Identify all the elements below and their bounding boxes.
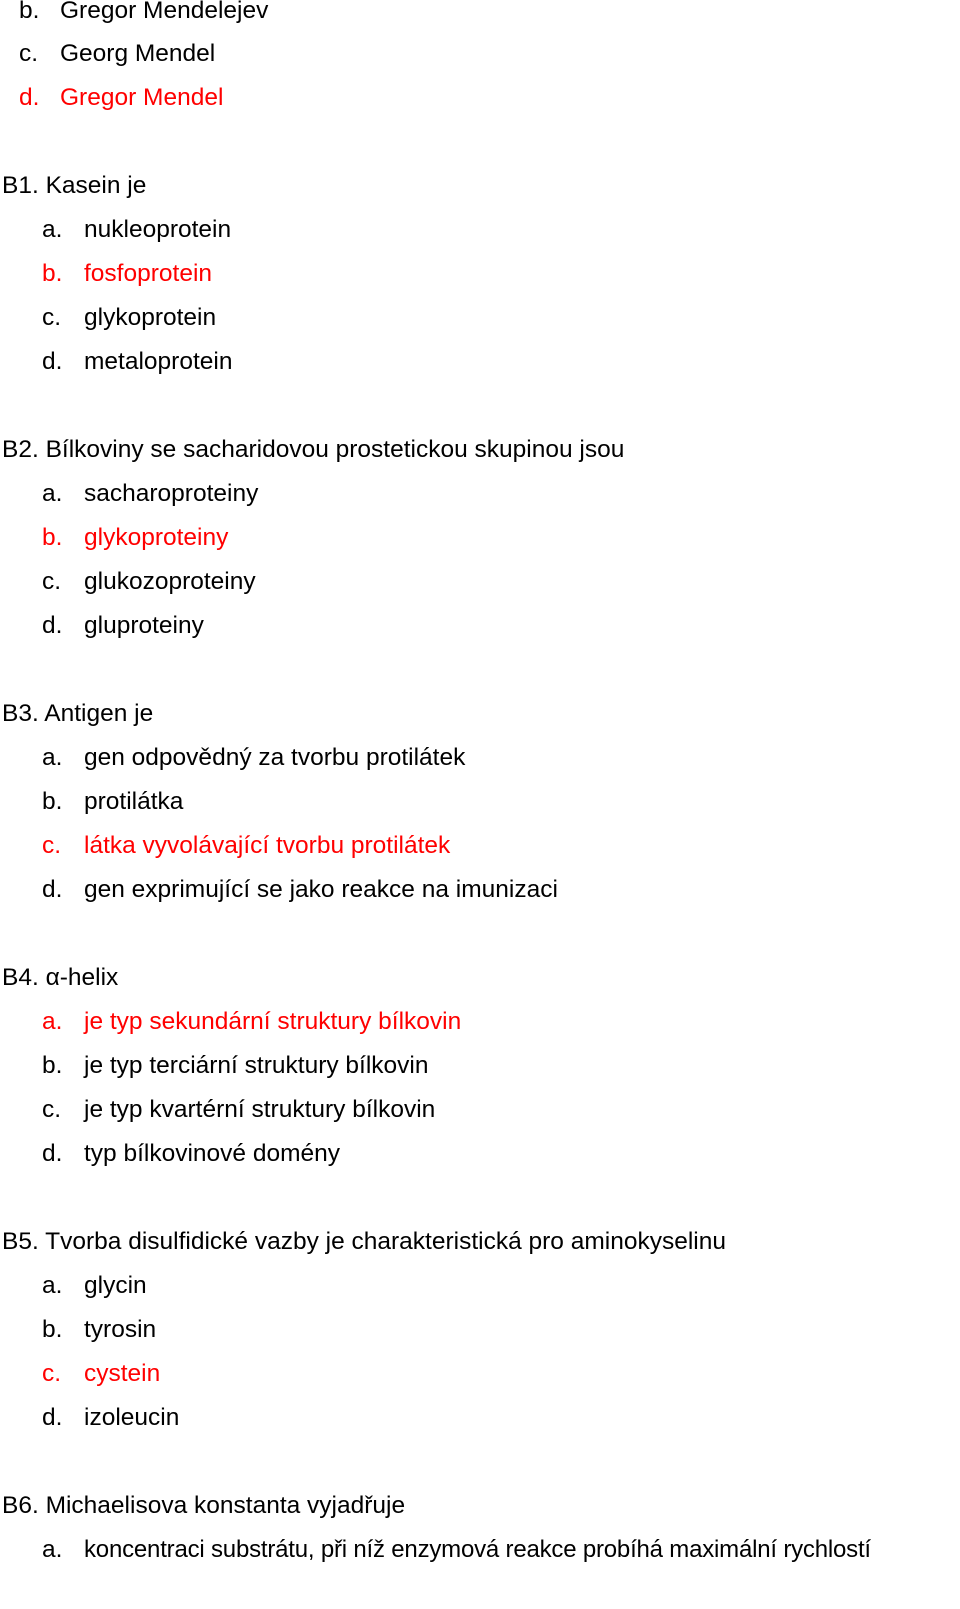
option-letter: c.: [42, 1360, 62, 1387]
option-text: protilátka: [84, 788, 184, 815]
option-letter: c.: [42, 1096, 62, 1123]
option-text: nukleoprotein: [84, 216, 232, 243]
option-text: glycin: [84, 1272, 147, 1299]
option-text: sacharoproteiny: [84, 480, 259, 507]
option-letter: b.: [42, 788, 63, 815]
option-text: typ bílkovinové domény: [84, 1140, 341, 1167]
option-text: Gregor Mendelejev: [60, 0, 269, 24]
option-letter: a.: [42, 744, 63, 771]
option-text: Gregor Mendel: [60, 84, 224, 111]
option-letter: d.: [42, 348, 63, 375]
option-letter: a.: [42, 1008, 63, 1035]
option-letter: c.: [42, 568, 62, 595]
question-text: B1. Kasein je: [2, 172, 147, 199]
option-letter: a.: [42, 1272, 63, 1299]
option-text: koncentraci substrátu, při níž enzymová reakce probíhá maximální rychlostí: [84, 1536, 871, 1563]
option-text: látka vyvolávající tvorbu protilátek: [84, 832, 451, 859]
option-letter: b.: [42, 524, 63, 551]
question-text: B3. Antigen je: [2, 700, 154, 727]
option-letter: b.: [42, 1052, 63, 1079]
option-letter: b.: [42, 260, 63, 287]
option-letter: d.: [42, 1404, 63, 1431]
option-letter: a.: [42, 480, 63, 507]
option-letter: c.: [19, 40, 39, 67]
option-text: metaloprotein: [84, 348, 233, 375]
option-text: je typ terciární struktury bílkovin: [84, 1052, 429, 1079]
option-letter: c.: [42, 304, 62, 331]
option-text: gen exprimující se jako reakce na imunizaci: [84, 876, 558, 903]
option-text: cystein: [84, 1360, 161, 1387]
option-text: je typ sekundární struktury bílkovin: [84, 1008, 462, 1035]
option-letter: a.: [42, 216, 63, 243]
option-letter: d.: [19, 84, 40, 111]
option-text: glykoprotein: [84, 304, 217, 331]
option-text: gen odpovědný za tvorbu protilátek: [84, 744, 466, 771]
option-text: glukozoproteiny: [84, 568, 256, 595]
option-letter: b.: [19, 0, 40, 24]
option-letter: b.: [42, 1316, 63, 1343]
option-text: gluproteiny: [84, 612, 204, 639]
option-text: fosfoprotein: [84, 260, 213, 287]
question-text: B5. Tvorba disulfidické vazby je charakteristická pro aminokyselinu: [2, 1228, 726, 1255]
question-text: B6. Michaelisova konstanta vyjadřuje: [2, 1492, 406, 1519]
option-letter: d.: [42, 876, 63, 903]
option-letter: c.: [42, 832, 62, 859]
question-text: B2. Bílkoviny se sacharidovou prostetickou skupinou jsou: [2, 436, 625, 463]
option-letter: d.: [42, 612, 63, 639]
option-letter: d.: [42, 1140, 63, 1167]
option-text: Georg Mendel: [60, 40, 216, 67]
option-text: je typ kvartérní struktury bílkovin: [84, 1096, 436, 1123]
question-text: B4. α-helix: [2, 964, 119, 991]
option-text: izoleucin: [84, 1404, 180, 1431]
option-text: glykoproteiny: [84, 524, 229, 551]
option-text: tyrosin: [84, 1316, 157, 1343]
option-letter: a.: [42, 1536, 63, 1563]
